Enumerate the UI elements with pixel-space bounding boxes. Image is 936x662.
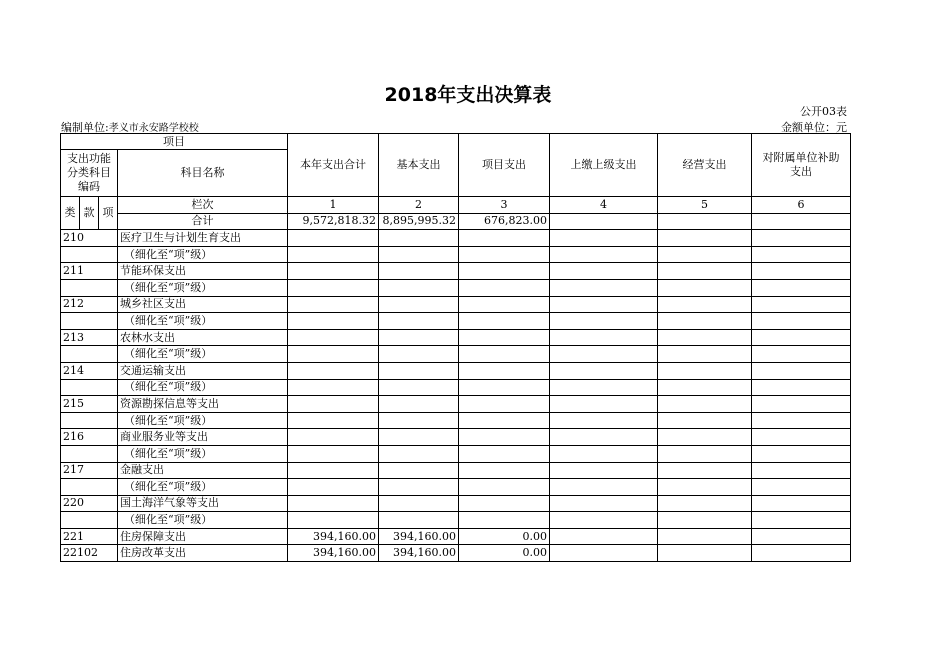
amount-cell [550, 362, 658, 379]
amount-cell [459, 263, 550, 280]
amount-cell [288, 230, 379, 247]
subject-name: （细化至“项”级） [118, 346, 288, 363]
total-label: 合计 [118, 213, 288, 230]
subject-name: 金融支出 [118, 462, 288, 479]
subject-name: 医疗卫生与计划生育支出 [118, 230, 288, 247]
subject-name: 节能环保支出 [118, 263, 288, 280]
amount-cell [459, 396, 550, 413]
col-header-project: 项目支出 [459, 134, 550, 197]
amount-cell [459, 346, 550, 363]
amount-cell [752, 379, 851, 396]
amount-cell [550, 329, 658, 346]
subject-code [61, 479, 118, 496]
amount-cell [752, 445, 851, 462]
amount-cell [288, 362, 379, 379]
amount-cell [379, 346, 459, 363]
amount-cell [752, 263, 851, 280]
amount-cell [550, 263, 658, 280]
amount-cell [459, 429, 550, 446]
amount-cell [658, 462, 752, 479]
amount-cell [658, 479, 752, 496]
amount-cell [459, 246, 550, 263]
amount-cell [288, 379, 379, 396]
amount-cell [658, 495, 752, 512]
col-number: 2 [379, 197, 459, 214]
table-row [61, 396, 851, 413]
subject-code [61, 445, 118, 462]
amount-cell [550, 479, 658, 496]
amount-cell [550, 230, 658, 247]
amount-cell [459, 379, 550, 396]
subject-name: 资源勘探信息等支出 [118, 396, 288, 413]
amount-cell [658, 230, 752, 247]
amount-cell [550, 495, 658, 512]
amount-cell [550, 429, 658, 446]
table-row [61, 313, 851, 330]
subject-code: 216 [61, 429, 118, 446]
subject-code: 221 [61, 528, 118, 545]
col-header-basic: 基本支出 [379, 134, 459, 197]
code-header: 支出功能分类科目编码 [61, 150, 118, 197]
amount-cell [459, 462, 550, 479]
name-header: 科目名称 [118, 150, 288, 197]
amount-cell [379, 379, 459, 396]
table-row [61, 412, 851, 429]
subject-name: （细化至“项”级） [118, 412, 288, 429]
amount-cell [288, 263, 379, 280]
col-header-subsidy: 对附属单位补助支出 [752, 134, 851, 197]
subject-code: 212 [61, 296, 118, 313]
amount-cell [752, 296, 851, 313]
subject-code: 210 [61, 230, 118, 247]
col-number: 4 [550, 197, 658, 214]
amount-cell [658, 512, 752, 529]
amount-cell [379, 279, 459, 296]
form-number: 公开03表 [800, 105, 847, 118]
amount-cell [379, 246, 459, 263]
amount-cell [379, 462, 459, 479]
amount-cell [752, 246, 851, 263]
amount-cell [288, 429, 379, 446]
amount-cell [379, 296, 459, 313]
amount-cell [379, 263, 459, 280]
col-header-total: 本年支出合计 [288, 134, 379, 197]
table-row [61, 445, 851, 462]
amount-cell [658, 445, 752, 462]
col-number: 6 [752, 197, 851, 214]
subject-name: （细化至“项”级） [118, 445, 288, 462]
amount-cell: 0.00 [459, 545, 550, 562]
amount-cell [550, 396, 658, 413]
currency-unit: 金额单位：元 [781, 121, 847, 134]
amount-cell [752, 396, 851, 413]
amount-cell [550, 296, 658, 313]
table-row [61, 429, 851, 446]
subject-code: 213 [61, 329, 118, 346]
amount-cell [288, 296, 379, 313]
amount-cell [459, 230, 550, 247]
subject-code [61, 246, 118, 263]
table-row [61, 528, 851, 545]
page-title: 2018年支出决算表 [384, 84, 552, 106]
amount-cell [288, 512, 379, 529]
amount-cell [379, 512, 459, 529]
amount-cell [288, 396, 379, 413]
amount-cell: 394,160.00 [379, 545, 459, 562]
amount-cell [459, 412, 550, 429]
amount-cell [288, 462, 379, 479]
table-row [61, 512, 851, 529]
amount-cell [752, 313, 851, 330]
total-cell: 676,823.00 [459, 213, 550, 230]
col-header-business: 经营支出 [658, 134, 752, 197]
amount-cell [550, 462, 658, 479]
amount-cell [752, 429, 851, 446]
header-row-1 [61, 134, 851, 150]
amount-cell [288, 445, 379, 462]
table-row [61, 246, 851, 263]
amount-cell [459, 512, 550, 529]
amount-cell [752, 545, 851, 562]
org-name: 孝义市永安路学校校 [108, 123, 199, 134]
table-row [61, 279, 851, 296]
amount-cell [379, 479, 459, 496]
amount-cell [379, 396, 459, 413]
table-row [61, 346, 851, 363]
subject-name: 住房改革支出 [118, 545, 288, 562]
amount-cell [288, 313, 379, 330]
lanci-label: 栏次 [118, 197, 288, 214]
col-number: 5 [658, 197, 752, 214]
subject-name: （细化至“项”级） [118, 246, 288, 263]
subject-name: 城乡社区支出 [118, 296, 288, 313]
amount-cell [288, 279, 379, 296]
subject-name: （细化至“项”级） [118, 479, 288, 496]
amount-cell [752, 462, 851, 479]
amount-cell [459, 362, 550, 379]
amount-cell [288, 495, 379, 512]
subject-name: 国土海洋气象等支出 [118, 495, 288, 512]
amount-cell [658, 429, 752, 446]
amount-cell [459, 329, 550, 346]
amount-cell [752, 528, 851, 545]
amount-cell [752, 479, 851, 496]
total-cell [550, 213, 658, 230]
table-row [61, 296, 851, 313]
subject-name: （细化至“项”级） [118, 279, 288, 296]
subject-name: 商业服务业等支出 [118, 429, 288, 446]
amount-cell [379, 362, 459, 379]
kuan-header: 款 [80, 197, 99, 230]
amount-cell [550, 246, 658, 263]
amount-cell: 394,160.00 [288, 545, 379, 562]
amount-cell [379, 329, 459, 346]
amount-cell [550, 512, 658, 529]
amount-cell [752, 362, 851, 379]
subject-code [61, 512, 118, 529]
amount-cell [658, 279, 752, 296]
amount-cell [379, 313, 459, 330]
table-row [61, 495, 851, 512]
amount-cell [288, 412, 379, 429]
amount-cell [550, 313, 658, 330]
amount-cell [550, 545, 658, 562]
col-number: 3 [459, 197, 550, 214]
table-row [61, 545, 851, 562]
amount-cell [658, 296, 752, 313]
subject-code [61, 412, 118, 429]
lanci-row [61, 197, 851, 214]
table-row [61, 362, 851, 379]
amount-cell [550, 346, 658, 363]
subject-code [61, 379, 118, 396]
table-row [61, 379, 851, 396]
amount-cell [752, 412, 851, 429]
col-number: 1 [288, 197, 379, 214]
amount-cell [752, 346, 851, 363]
subject-code: 214 [61, 362, 118, 379]
amount-cell [658, 379, 752, 396]
amount-cell [379, 445, 459, 462]
total-cell: 9,572,818.32 [288, 213, 379, 230]
amount-cell [752, 495, 851, 512]
amount-cell [288, 329, 379, 346]
amount-cell [658, 528, 752, 545]
subject-name: 农林水支出 [118, 329, 288, 346]
subject-name: 交通运输支出 [118, 362, 288, 379]
amount-cell [658, 412, 752, 429]
amount-cell [459, 296, 550, 313]
subject-code: 22102 [61, 545, 118, 562]
amount-cell [459, 445, 550, 462]
amount-cell [550, 379, 658, 396]
amount-cell [658, 545, 752, 562]
subject-code [61, 346, 118, 363]
amount-cell [379, 230, 459, 247]
col-header-remit: 上缴上级支出 [550, 134, 658, 197]
amount-cell [379, 429, 459, 446]
table-row [61, 479, 851, 496]
amount-cell [752, 279, 851, 296]
expenditure-table [60, 133, 851, 562]
amount-cell [752, 230, 851, 247]
amount-cell [459, 479, 550, 496]
amount-cell [658, 346, 752, 363]
amount-cell [658, 313, 752, 330]
amount-cell [459, 313, 550, 330]
amount-cell [459, 279, 550, 296]
project-header: 项目 [61, 134, 288, 150]
subject-code: 220 [61, 495, 118, 512]
amount-cell [288, 479, 379, 496]
xiang-header: 项 [99, 197, 118, 230]
amount-cell [550, 279, 658, 296]
subject-code: 217 [61, 462, 118, 479]
subject-name: 住房保障支出 [118, 528, 288, 545]
subject-code [61, 279, 118, 296]
total-cell: 8,895,995.32 [379, 213, 459, 230]
total-cell [658, 213, 752, 230]
amount-cell [288, 246, 379, 263]
amount-cell: 0.00 [459, 528, 550, 545]
amount-cell [459, 495, 550, 512]
amount-cell [550, 445, 658, 462]
amount-cell [658, 362, 752, 379]
amount-cell [550, 412, 658, 429]
amount-cell [752, 512, 851, 529]
subject-name: （细化至“项”级） [118, 379, 288, 396]
amount-cell [550, 528, 658, 545]
subject-code: 215 [61, 396, 118, 413]
amount-cell [379, 412, 459, 429]
subject-name: （细化至“项”级） [118, 512, 288, 529]
amount-cell: 394,160.00 [379, 528, 459, 545]
total-cell [752, 213, 851, 230]
amount-cell [379, 495, 459, 512]
subject-code: 211 [61, 263, 118, 280]
table-row [61, 462, 851, 479]
org-label: 编制单位: [61, 121, 109, 134]
amount-cell [288, 346, 379, 363]
subject-name: （细化至“项”级） [118, 313, 288, 330]
table-row [61, 230, 851, 247]
amount-cell [658, 263, 752, 280]
table-row [61, 329, 851, 346]
amount-cell [752, 329, 851, 346]
amount-cell: 394,160.00 [288, 528, 379, 545]
amount-cell [658, 396, 752, 413]
lei-header: 类 [61, 197, 80, 230]
total-row [61, 213, 851, 230]
table-row [61, 263, 851, 280]
amount-cell [658, 246, 752, 263]
subject-code [61, 313, 118, 330]
amount-cell [658, 329, 752, 346]
